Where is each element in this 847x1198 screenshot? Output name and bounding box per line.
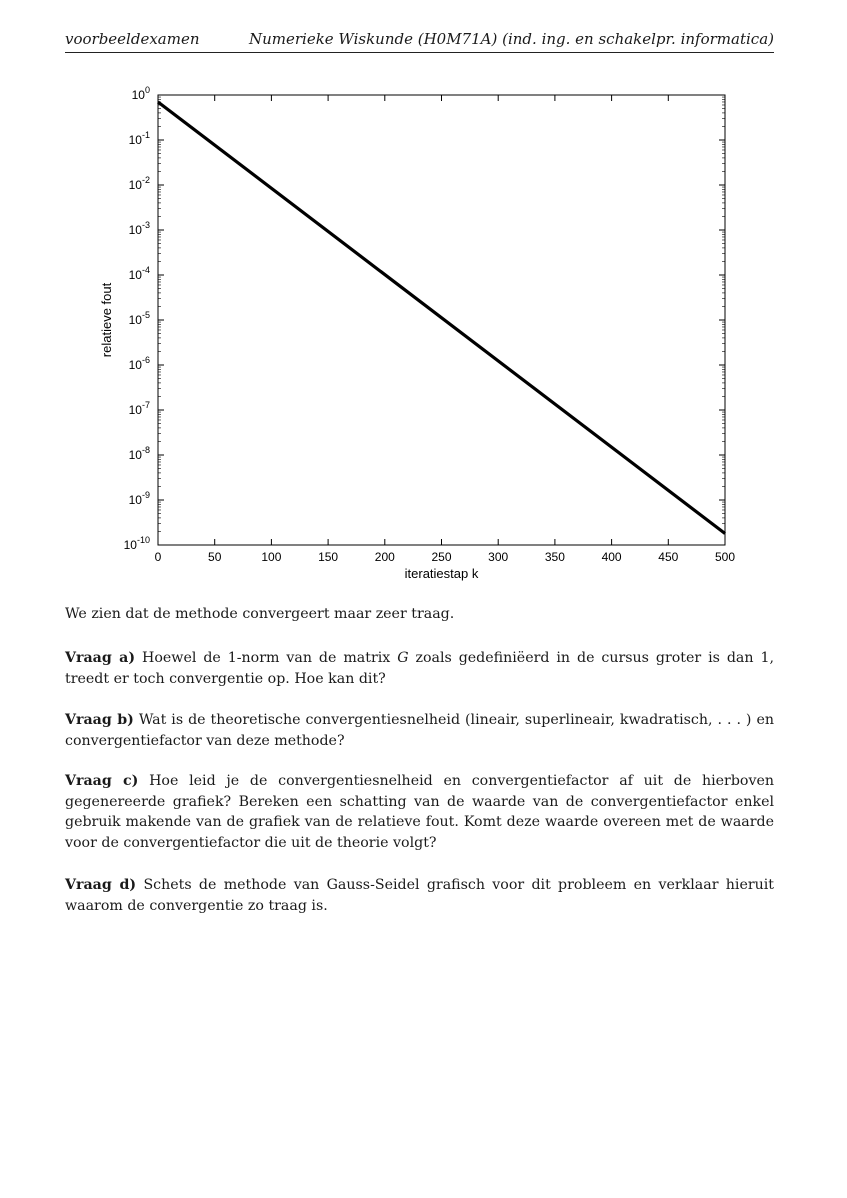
question-a [65,648,774,689]
y-axis-label: relatieve fout [99,282,114,358]
convergence-plot [95,82,745,592]
x-tick-label: 100 [261,550,282,564]
page-header [65,30,774,53]
question-b-body: Wat is de theoretische convergentiesnelheid (lineair, superlineair, kwadratisch, . . . ) en convergentiefactor van deze methode? [65,712,774,749]
x-tick-label: 500 [714,550,736,564]
y-tick-label: $10^{-5}$ [128,310,150,327]
y-tick-label: $10^{-10}$ [123,535,150,552]
x-axis-label: iteratiestap k [404,566,479,581]
y-tick-label: $10^{-4}$ [128,265,150,282]
y-tick-label: $10^{-1}$ [128,130,150,147]
question-d-label: Vraag d) [65,877,137,894]
plot-frame [158,95,725,545]
intro-text: We zien dat de methode convergeert maar zeer traag. [65,606,455,623]
question-d-body: Schets de methode van Gauss-Seidel grafisch voor dit probleem en verklaar hieruit waarom de convergentie zo traag is. [65,877,774,914]
matrix-symbol: G [397,650,409,667]
x-tick-label: 450 [658,550,679,564]
y-tick-label: $10^{-8}$ [128,445,150,462]
y-tick-label: $10^0$ [131,85,150,102]
question-d [65,875,774,916]
question-a-body: Hoewel de 1-norm van de matrix G zoals gedefiniëerd in de cursus groter is dan 1, treedt er toch convergentie op. Hoe kan dit? [65,650,774,687]
x-tick-label: 400 [601,550,622,564]
x-tick-label: 50 [208,550,222,564]
question-c-body: Hoe leid je de convergentiesnelheid en convergentiefactor af uit de hierboven gegenereerde grafiek? Bereken een schatting van de waarde van de convergentiefactor enkel gebruik makende van de grafiek van de relatieve fout. Komt deze waarde overeen met de waarde voor de convergentiefactor die uit de theorie volgt? [65,773,774,851]
x-tick-label: 300 [488,550,509,564]
y-tick-label: $10^{-9}$ [128,490,150,507]
question-c-label: Vraag c) [65,773,139,790]
x-tick-label: 200 [374,550,395,564]
question-c [65,771,774,853]
intro-paragraph [65,604,774,625]
x-tick-label: 0 [154,550,162,564]
y-tick-labels [124,85,150,552]
y-tick-label: $10^{-2}$ [128,175,150,192]
x-tick-label: 350 [544,550,565,564]
header-left: voorbeeldexamen [65,30,200,48]
question-b [65,710,774,751]
question-a-label: Vraag a) [65,650,136,667]
question-b-label: Vraag b) [65,712,134,729]
header-right: Numerieke Wiskunde (H0M71A) (ind. ing. en schakelpr. informatica) [248,30,774,48]
y-tick-label: $10^{-6}$ [128,355,150,372]
x-tick-labels [155,550,736,564]
y-tick-label: $10^{-7}$ [128,400,150,417]
y-tick-label: $10^{-3}$ [128,220,150,237]
x-tick-label: 250 [431,550,452,564]
x-tick-label: 150 [318,550,339,564]
